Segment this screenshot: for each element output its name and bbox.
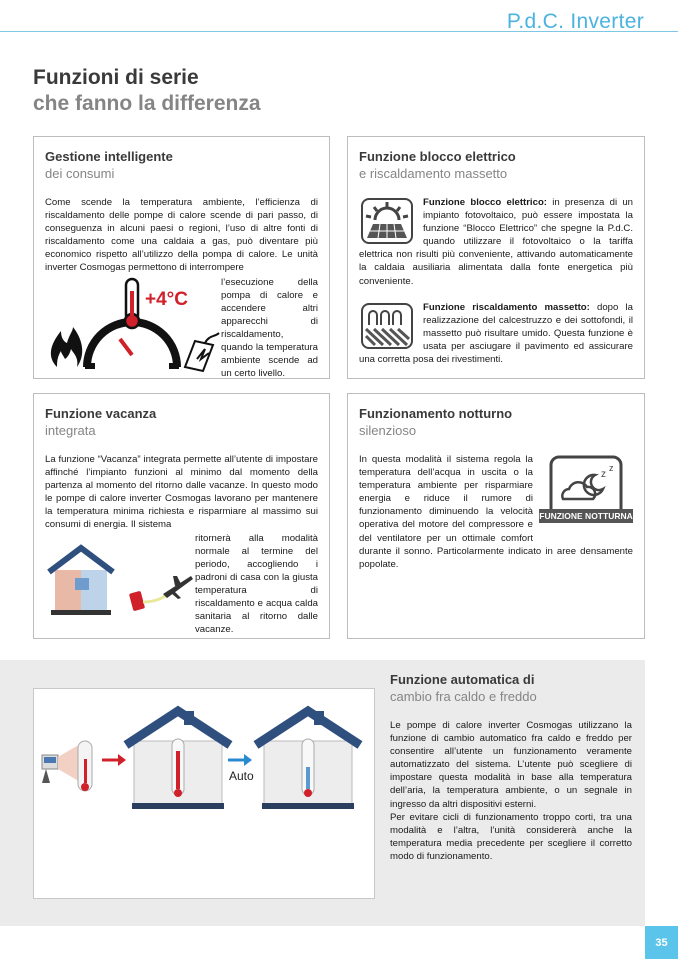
feature-title: Funzione automatica di [390, 672, 535, 687]
massetto-label: Funzione riscaldamento massetto: [423, 301, 590, 313]
feature-text: In questa modalità il sistema regola la temperatura dell’acqua in uscita o la temperatura ambiente per risparmiare energia e riduce il rumore di funzionamento diminuendo la velocità operativa del motore del compressore e del ventilatore per un ottimale comfort durante il sonno. Particolarmente indicato in aree densamente popolate. [359, 454, 633, 570]
page-subtitle: che fanno la differenza [33, 92, 261, 115]
feature-text: La funzione “Vacanza” integrata permette all’utente di impostare affinché l’impianto funzioni al minimo dal momento della partenza al momento del ritorno dalle vacanze. In questo modo le pompe di calore inverter Cosmogas lavorano per mantenere la temperatura minima richiesta e risparmiare al massimo sui consumi di energia. Il sistema [45, 454, 318, 531]
gauge-illustration [45, 275, 221, 375]
temp-label: +4°C [145, 288, 188, 310]
svg-text:z: z [601, 469, 606, 480]
feature-title: Funzione vacanza [45, 406, 157, 421]
feature-subtitle: e riscaldamento massetto [359, 166, 508, 181]
feature-blocco [347, 136, 645, 379]
feature-text: Le pompe di calore inverter Cosmogas utilizzano la funzione di cambio automatico fra caldo e freddo per consentire all’utente un funzionamento veramente automatizzato del sistema. L’utente può scegliere di impostare questa modalità in base alla temperatura dell’aria, la temperatura ambiente, o un segnale in ingresso da altri dispositivi esterni. [390, 720, 632, 810]
feature-auto [390, 671, 632, 863]
flame-icon [51, 327, 82, 367]
feature-title: Gestione intelligente [45, 149, 173, 164]
blocco-description: in presenza di un impianto fotovoltaico, può essere impostata la funzione “Blocco Elettrico” che spegne la P.d.C. quando utilizzare il fotovoltaico o la tariffa elettrica non risulti più conveniente, attivando automaticamente la caldaia ausiliaria alimentata dalla fonte energetica più conveniente. [359, 197, 633, 287]
night-mode-badge [539, 453, 633, 533]
suitcase-icon [129, 590, 145, 610]
feature-notturno [347, 393, 645, 639]
auto-illustration [33, 688, 375, 899]
feature-subtitle: silenzioso [359, 423, 417, 438]
feature-title: Funzionamento notturno [359, 406, 513, 421]
feature-title: Funzione blocco elettrico [359, 149, 516, 164]
feature-text-2: Per evitare cicli di funzionamento troppo corti, tra una modalità e l’altra, l’unità considererà anche la temperatura media precedente per scegliere il corretto modo di funzionamento. [390, 811, 632, 862]
blue-arrow-icon [228, 754, 252, 766]
house-icon [49, 548, 113, 615]
airplane-icon [163, 576, 193, 599]
floor-heating-icon [359, 301, 423, 353]
feature-text: Come scende la temperatura ambiente, l’efficienza di riscaldamento delle pompe di calore scende di pari passo, di conseguenza in alcuni paesi o regioni, l’uso di altre fonti di riscaldamento come una caldaia a gas, può diventare più economico rispetto all’utilizzo della pompa di calore. Le unità inverter Cosmogas permettono di interrompere [45, 197, 318, 274]
svg-text:z: z [609, 463, 614, 473]
night-mode-label: FUNZIONE NOTTURNA [539, 511, 633, 521]
feature-subtitle: dei consumi [45, 166, 115, 181]
page-title: Funzioni di serie [33, 66, 199, 89]
house-warm-icon [126, 711, 230, 809]
feature-consumi [33, 136, 330, 379]
feature-subtitle: cambio fra caldo e freddo [390, 689, 537, 704]
section-title: P.d.C. Inverter [506, 10, 644, 33]
solar-panel-icon [359, 196, 423, 248]
page-number: 35 [645, 926, 678, 959]
feature-subtitle: integrata [45, 423, 96, 438]
auto-label: Auto [229, 769, 254, 783]
massetto-description: dopo la realizzazione del calcestruzzo e dei sottofondi, il massetto può risultare umido. Questa funzione è usata per asciugare il pavimento ed assicurare una corretta posa dei rivestimenti. [359, 301, 633, 366]
thermostat-icon [42, 755, 58, 783]
vacation-illustration [45, 532, 195, 632]
electric-plug-icon [185, 333, 219, 371]
thermometer-icon [125, 279, 139, 328]
red-arrow-icon [102, 754, 126, 766]
feature-vacanza [33, 393, 330, 639]
blocco-label: Funzione blocco elettrico: [423, 197, 547, 208]
feature-text-side: l’esecuzione della pompa di calore e accendere altri apparecchi di riscaldamento, quando la temperatura ambiente scende ad un certo livello. [221, 276, 318, 380]
thermometer-icon [78, 741, 92, 791]
house-cool-icon [256, 711, 360, 809]
feature-text-side: ritornerà alla modalità normale al termine del periodo, accogliendo i padroni di casa con la giusta temperatura di riscaldamento e acqua calda sanitaria al ritorno dalle vacanze. [195, 532, 318, 636]
